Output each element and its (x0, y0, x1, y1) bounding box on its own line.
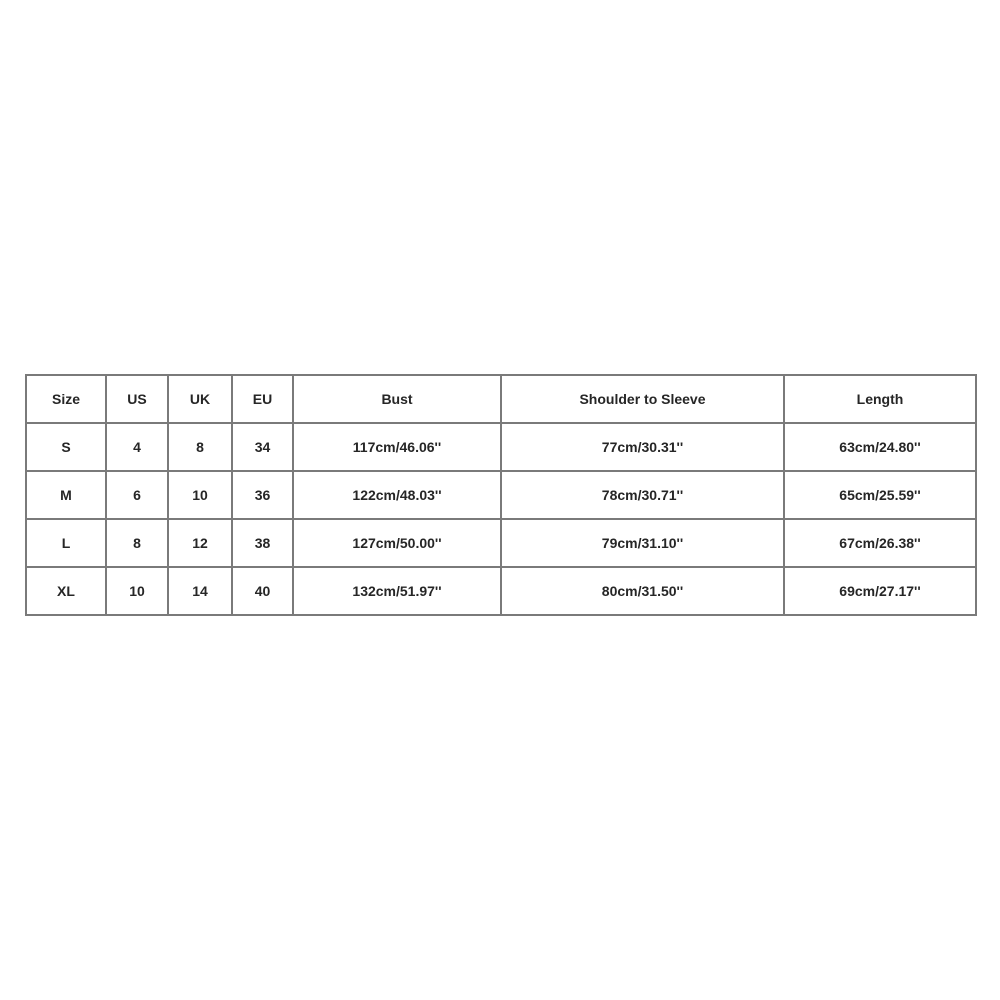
cell-size: M (26, 471, 106, 519)
cell-us: 4 (106, 423, 168, 471)
table-row (26, 471, 976, 519)
cell-shoulder-to-sleeve: 77cm/30.31'' (501, 423, 784, 471)
header-shoulder-to-sleeve: Shoulder to Sleeve (501, 375, 784, 423)
cell-bust: 122cm/48.03'' (293, 471, 501, 519)
header-length: Length (784, 375, 976, 423)
table-header-row (26, 375, 976, 423)
cell-bust: 132cm/51.97'' (293, 567, 501, 615)
cell-us: 8 (106, 519, 168, 567)
cell-length: 63cm/24.80'' (784, 423, 976, 471)
cell-size: L (26, 519, 106, 567)
cell-size: S (26, 423, 106, 471)
cell-uk: 10 (168, 471, 232, 519)
size-chart-table (25, 374, 977, 616)
header-uk: UK (168, 375, 232, 423)
header-size: Size (26, 375, 106, 423)
cell-bust: 117cm/46.06'' (293, 423, 501, 471)
cell-shoulder-to-sleeve: 79cm/31.10'' (501, 519, 784, 567)
cell-eu: 36 (232, 471, 293, 519)
cell-shoulder-to-sleeve: 80cm/31.50'' (501, 567, 784, 615)
cell-length: 69cm/27.17'' (784, 567, 976, 615)
table-row (26, 519, 976, 567)
cell-uk: 14 (168, 567, 232, 615)
cell-us: 10 (106, 567, 168, 615)
cell-length: 67cm/26.38'' (784, 519, 976, 567)
cell-bust: 127cm/50.00'' (293, 519, 501, 567)
cell-shoulder-to-sleeve: 78cm/30.71'' (501, 471, 784, 519)
cell-size: XL (26, 567, 106, 615)
cell-eu: 38 (232, 519, 293, 567)
table-row (26, 423, 976, 471)
cell-eu: 40 (232, 567, 293, 615)
header-bust: Bust (293, 375, 501, 423)
cell-eu: 34 (232, 423, 293, 471)
cell-uk: 8 (168, 423, 232, 471)
cell-us: 6 (106, 471, 168, 519)
table-row (26, 567, 976, 615)
cell-length: 65cm/25.59'' (784, 471, 976, 519)
header-us: US (106, 375, 168, 423)
header-eu: EU (232, 375, 293, 423)
cell-uk: 12 (168, 519, 232, 567)
